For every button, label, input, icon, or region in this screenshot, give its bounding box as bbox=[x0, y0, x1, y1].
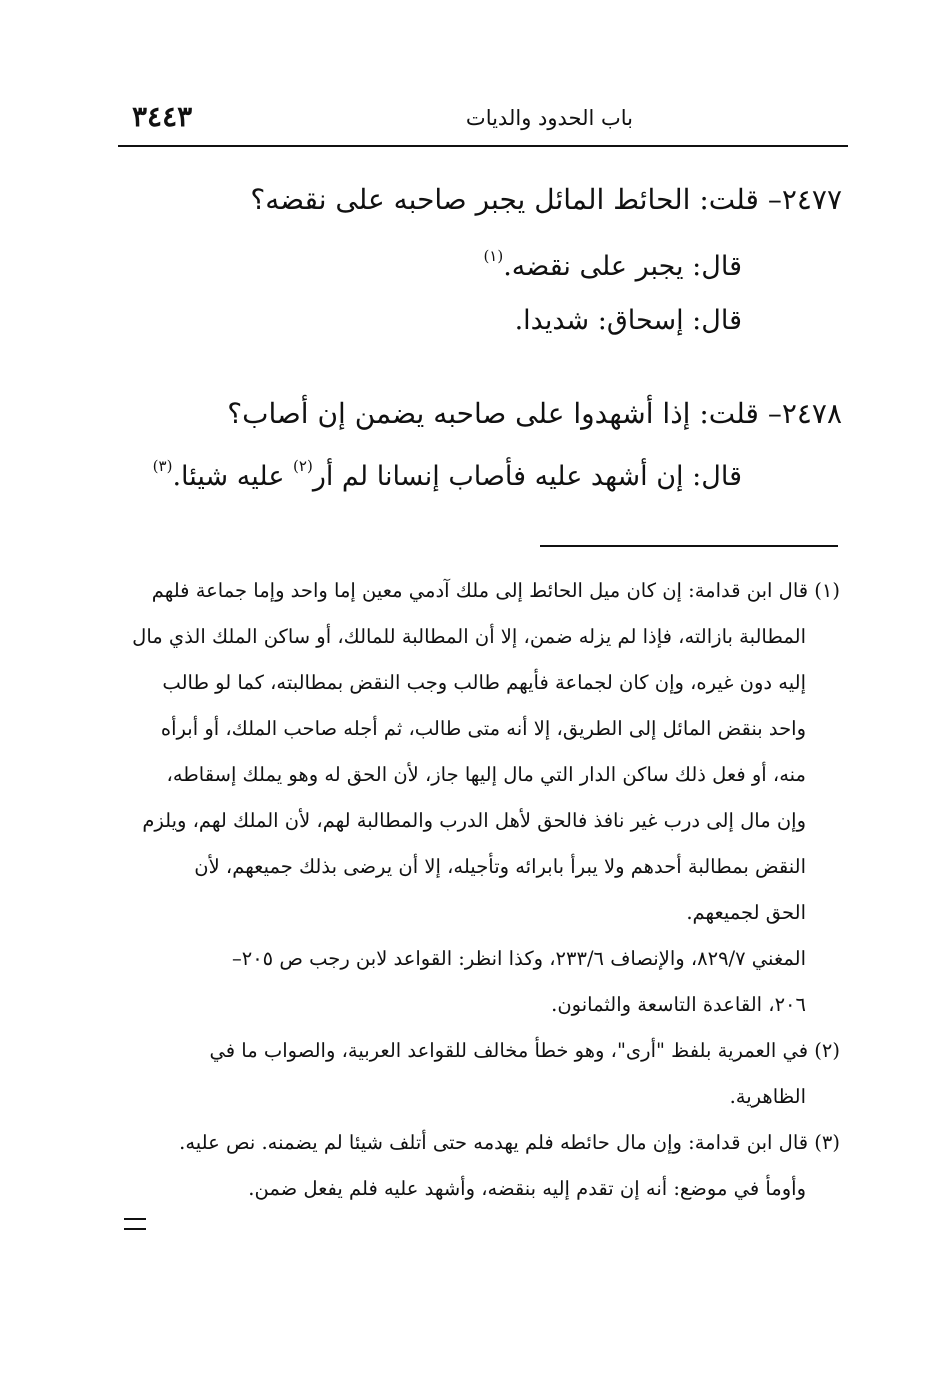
answer-line bbox=[82, 446, 742, 497]
footnote-ref: (١) bbox=[483, 247, 504, 265]
footnote-line: (١) قال ابن قدامة: إن كان ميل الحائط إلى ملك آدمي معين إما واحد وإما جماعة فلهم bbox=[151, 579, 840, 602]
footnote-line: الظاهرية. bbox=[729, 1085, 806, 1108]
entry-2477 bbox=[82, 180, 842, 341]
footnotes bbox=[125, 568, 840, 1212]
footnote-ref: (٢) bbox=[293, 457, 313, 475]
answer-line: قال: إسحاق: شديدا. bbox=[514, 305, 742, 336]
question-line: ٢٤٧٧– قلت: الحائط المائل يجبر صاحبه على نقضه؟ bbox=[250, 183, 842, 216]
answer-line bbox=[82, 236, 742, 287]
page-number: ٣٤٤٣ bbox=[132, 100, 193, 133]
footnote-line: منه، أو فعل ذلك ساكن الدار التي مال إليها جاز، لأن الحق له وهو يملك إسقاطه، bbox=[166, 763, 806, 786]
footnote-line: النقض بمطالبة أحدهم ولا يبرأ بابرائه وتأجيله، إلا أن يرضى بذلك جميعهم، لأن bbox=[194, 855, 806, 878]
footnote-line: ٢٠٦، القاعدة التاسعة والثمانون. bbox=[551, 993, 806, 1016]
footnote-line: واحد بنقض المائل إلى الطريق، إلا أنه متى طالب، ثم أجله صاحب الملك، أو أبرأه bbox=[160, 717, 806, 740]
footnote-line: الحق لجميعهم. bbox=[686, 901, 806, 924]
footnote-3 bbox=[125, 1120, 840, 1212]
entry-2478 bbox=[82, 394, 842, 497]
chapter-title: باب الحدود والديات bbox=[465, 106, 633, 130]
continuation-mark bbox=[124, 1218, 146, 1230]
answer-text: قال: إن أشهد عليه فأصاب إنسانا لم أر bbox=[312, 461, 742, 492]
footnote-line: (٢) في العمرية بلفظ "أرى"، وهو خطأ مخالف للقواعد العربية، والصواب ما في bbox=[209, 1039, 840, 1062]
footnote-line: المغني ٨٢٩/٧، والإنصاف ٢٣٣/٦، وكذا انظر: القواعد لابن رجب ص ٢٠٥– bbox=[231, 947, 806, 970]
question-line: ٢٤٧٨– قلت: إذا أشهدوا على صاحبه يضمن إن أصاب؟ bbox=[227, 397, 842, 430]
answer-text: عليه شيئا. bbox=[172, 461, 294, 492]
footnote-ref: (٣) bbox=[152, 457, 173, 475]
footnote-separator bbox=[540, 545, 838, 547]
footnote-line: إليه دون غيره، وإن كان لجماعة فأيهم طالب وجب النقض بمطالبته، كما لو طالب bbox=[162, 671, 806, 694]
header-rule bbox=[118, 145, 848, 147]
answer-text: قال: يجبر على نقضه. bbox=[503, 251, 742, 282]
footnote-line: المطالبة بازالته، فإذا لم يزله ضمن، إلا أن المطالبة للمالك، أو ساكن الملك الذي مال bbox=[132, 625, 806, 648]
footnote-line: وأومأ في موضع: أنه إن تقدم إليه بنقضه، وأشهد عليه فلم يفعل ضمن. bbox=[248, 1177, 806, 1200]
footnote-line: وإن مال إلى درب غير نافذ فالحق لأهل الدرب والمطالبة لهم، لأن الملك لهم، ويلزم bbox=[142, 809, 806, 832]
footnote-line: (٣) قال ابن قدامة: وإن مال حائطه فلم يهدمه حتى أتلف شيئا لم يضمنه. نص عليه. bbox=[179, 1131, 840, 1154]
running-header bbox=[118, 98, 848, 138]
footnote-1 bbox=[125, 568, 840, 1028]
footnote-2 bbox=[125, 1028, 840, 1120]
